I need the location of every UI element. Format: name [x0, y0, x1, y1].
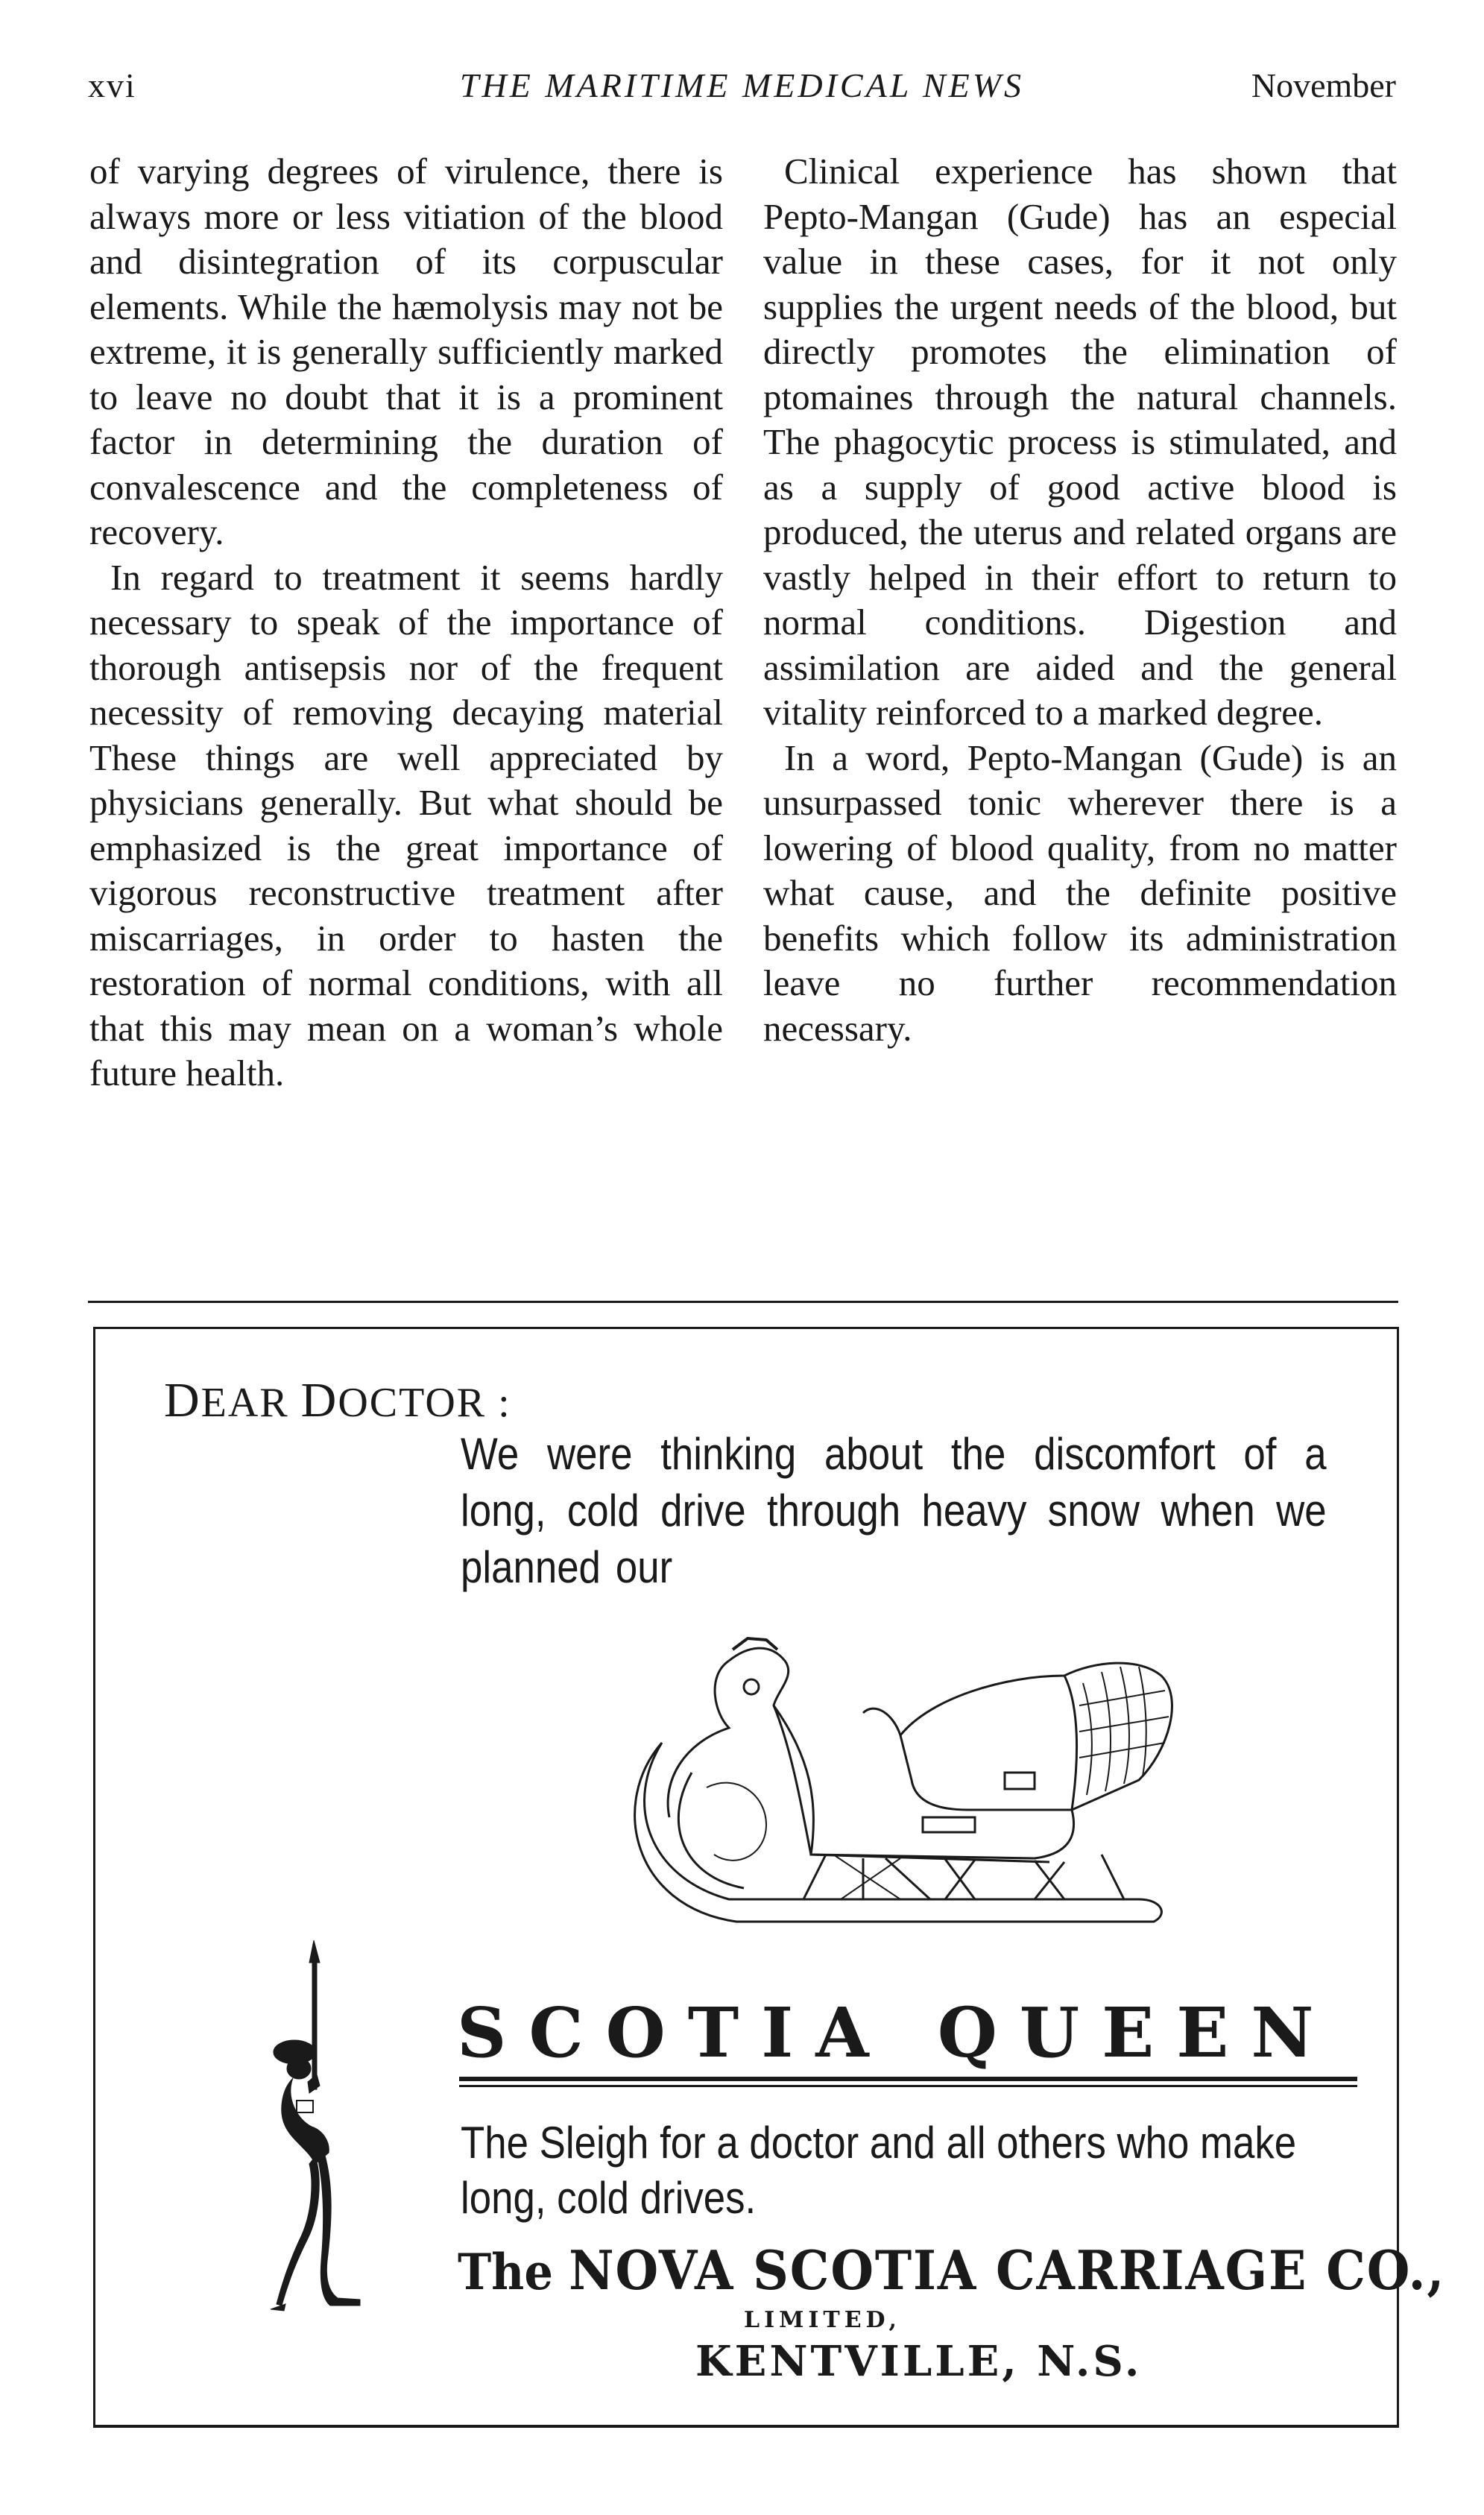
right-paragraph-1: Clinical experience has shown that Pepto-Mangan (Gude) has an especial value in these cases, for it not only supplies the urgent needs of the blood, but directly promotes the elimination of ptomaines through the natural channels. The phagocytic process is stimulated, and as a supply of good active blood is produced, the uterus and related organs are vastly helped in their effort to return to normal conditions. Digestion and assimilation are aided and the general vitality reinforced to a marked degree. — [763, 151, 1397, 733]
sleigh-illustration — [617, 1631, 1273, 1944]
product-tagline: The Sleigh for a doctor and all others who make long, cold drives. — [461, 2118, 1297, 2223]
page-folio: xvi — [88, 66, 136, 104]
salutation-rest-1: EAR — [201, 1380, 301, 1426]
salutation-initial-1: D — [164, 1373, 201, 1427]
product-name: SCOTIA QUEEN — [457, 1992, 1336, 2073]
company-name — [458, 2238, 1446, 2302]
product-rule-thin — [459, 2085, 1357, 2087]
right-paragraph-2: In a word, Pepto-Mangan (Gude) is an unsurpassed tonic wherever there is a lowering of blood quality, from no matter what cause, and the definite positive benefits which follow its administration leave no further recommendation necessary. — [763, 736, 1397, 1049]
doctor-figure-illustration — [256, 1940, 405, 2328]
company-town: KENTVILLE, N.S. — [695, 2337, 1143, 2386]
advertisement-box — [93, 1327, 1446, 2428]
left-paragraph-1: of varying degrees of virulence, there is always more or less vitiation of the blood and disintegration of its corpuscular elements. While the hæmolysis may not be extreme, it is generally sufficiently marked to leave no doubt that it is a prominent factor in determining the duration of convalescence and the completeness of recovery. — [89, 151, 723, 552]
left-column — [89, 149, 723, 1096]
salutation-rest-2: OCTOR : — [338, 1380, 511, 1426]
ad-salutation — [164, 1372, 511, 1429]
right-column — [763, 149, 1397, 1051]
section-divider — [88, 1301, 1398, 1303]
running-header — [88, 66, 1396, 110]
company-name-main: NOVA SCOTIA CARRIAGE CO., — [569, 2238, 1446, 2302]
ad-intro-text: We were thinking about the discomfort of a long, cold drive through heavy snow when we planned our — [461, 1429, 1327, 1592]
journal-title: THE MARITIME MEDICAL NEWS — [459, 66, 1025, 104]
product-rule-thick — [459, 2077, 1357, 2081]
company-the: The — [458, 2243, 569, 2301]
salutation-initial-2: D — [300, 1373, 338, 1427]
issue-month: November — [1251, 66, 1396, 104]
left-paragraph-2: In regard to treatment it seems hardly necessary to speak of the importance of thorough antisepsis nor of the frequent necessity of removing decaying material These things are well appreciated by physicians generally. But what should be emphasized is the great importance of vigorous reconstructive treatment after miscarriages, in order to hasten the restoration of normal conditions, with all that this may mean on a woman’s whole future health. — [89, 556, 723, 1094]
company-limited: LIMITED, — [744, 2307, 901, 2333]
